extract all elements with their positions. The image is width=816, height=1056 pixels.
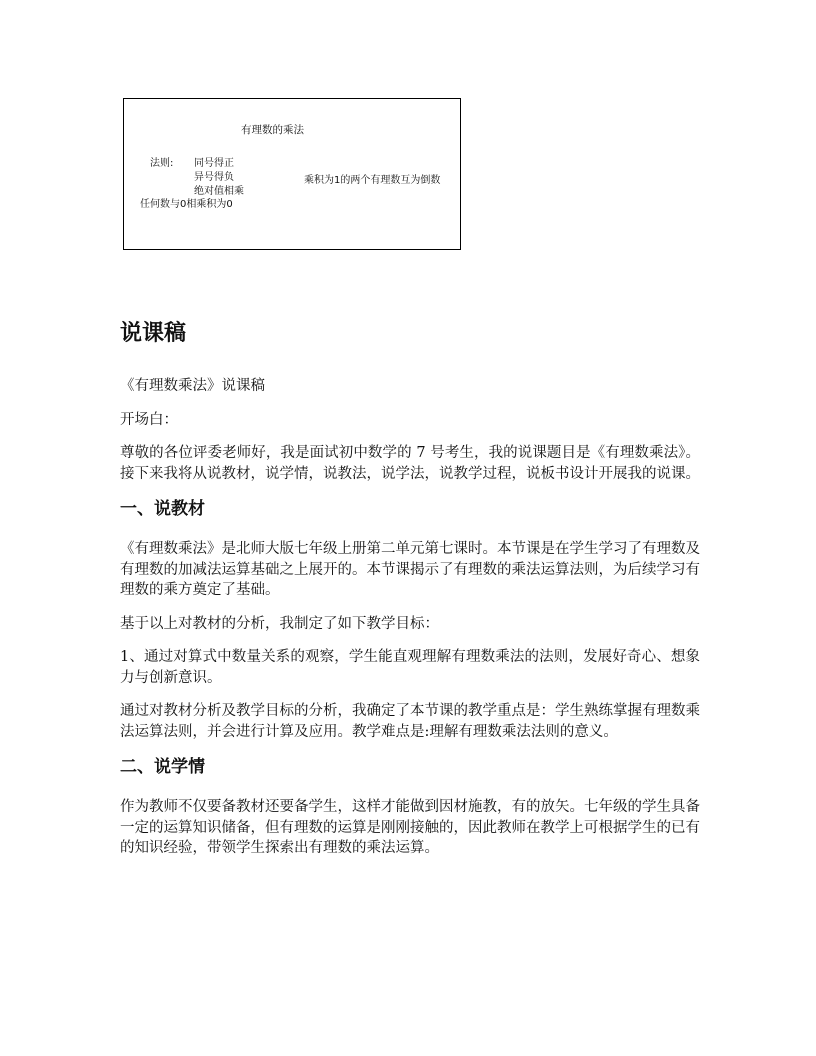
opening-label: 开场白： [120, 411, 178, 428]
board-reciprocal-note: 乘积为1的两个有理数互为倒数 [304, 175, 441, 186]
document-title: 说课稿 [120, 321, 187, 346]
section-heading-textbook: 一、说教材 [120, 499, 205, 519]
board-rules-label: 法则: [150, 158, 174, 169]
students-paragraph-1: 作为教师不仅要备教材还要备学生，这样才能做到因材施教，有的放矢。七年级的学生具备一定的运算知识储备，但有理数的运算是刚刚接触的，因此教师在教学上可根据学生的已有的知识经验，带领学生探索出有理数的乘法运算。 [120, 799, 700, 856]
textbook-paragraph-2: 基于以上对教材的分析，我制定了如下教学目标： [120, 615, 439, 632]
board-rule-different-sign: 异号得负 [194, 172, 234, 183]
opening-paragraph: 尊敬的各位评委老师好，我是面试初中数学的 7 号考生，我的说课题目是《有理数乘法》。接下来我将从说教材，说学情，说教法，说学法，说教学过程，说板书设计开展我的说课。 [120, 445, 700, 482]
board-rule-same-sign: 同号得正 [194, 158, 234, 169]
textbook-paragraph-3: 1、通过对算式中数量关系的观察，学生能直观理解有理数乘法的法则，发展好奇心、想象力与创新意识。 [120, 649, 700, 686]
section-heading-students: 二、说学情 [120, 757, 205, 777]
document-subtitle: 《有理数乘法》说课稿 [120, 378, 265, 394]
textbook-paragraph-4: 通过对教材分析及教学目标的分析，我确定了本节课的教学重点是：学生熟练掌握有理数乘法运算法则，并会进行计算及应用。教学难点是:理解有理数乘法法则的意义。 [120, 703, 700, 740]
board-title: 有理数的乘法 [241, 124, 304, 136]
document-body [120, 318, 700, 872]
blackboard-design-box [123, 98, 461, 250]
board-rule-zero: 任何数与0相乘积为0 [140, 199, 233, 210]
textbook-paragraph-1: 《有理数乘法》是北师大版七年级上册第二单元第七课时。本节课是在学生学习了有理数及有理数的加减法运算基础之上展开的。本节课揭示了有理数的乘法运算法则，为后续学习有理数的乘方奠定了基础。 [120, 541, 700, 598]
board-rule-absolute-value: 绝对值相乘 [194, 186, 244, 197]
